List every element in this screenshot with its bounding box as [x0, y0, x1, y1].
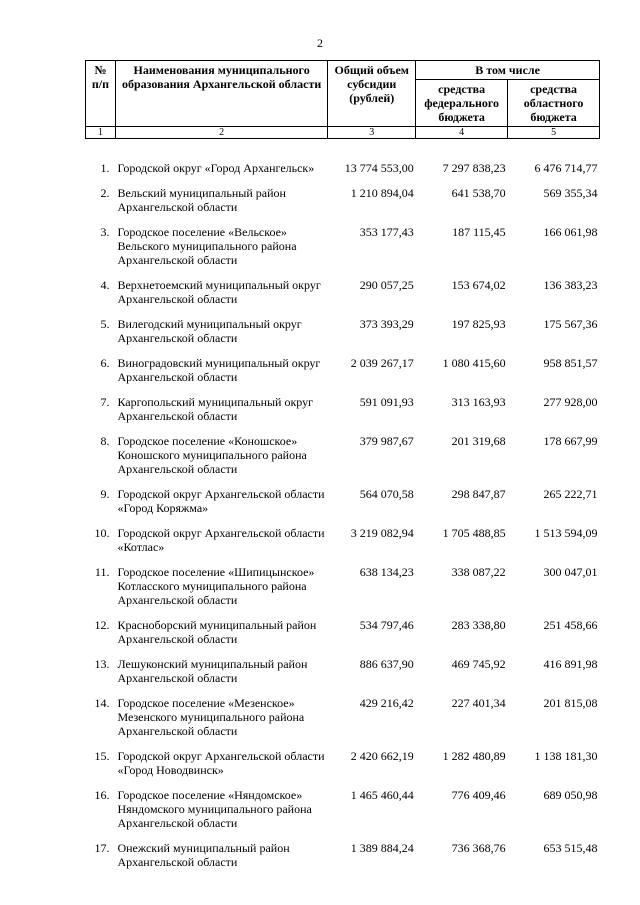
row-number: 16.: [94, 788, 110, 802]
total-subsidy: 379 987,67: [359, 434, 414, 448]
row-number: 5.: [100, 317, 110, 331]
row-number: 8.: [100, 434, 110, 448]
header-regional: средства областного бюджета: [508, 80, 600, 127]
regional-funds: 416 891,98: [543, 657, 598, 671]
regional-funds: 569 355,34: [543, 186, 598, 200]
total-subsidy: 1 210 894,04: [350, 186, 414, 200]
table-row: [86, 356, 600, 395]
municipality-name: Городской округ Архангельской области «Котлас»: [117, 526, 325, 554]
federal-funds: 227 401,34: [451, 696, 506, 710]
total-subsidy: 2 420 662,19: [350, 749, 414, 763]
table-row: [86, 841, 600, 880]
table-row: [86, 139, 600, 187]
federal-funds: 298 847,87: [451, 487, 506, 501]
municipality-name: Верхнетоемский муниципальный округ Архангельской области: [117, 278, 321, 306]
regional-funds: 300 047,01: [543, 565, 598, 579]
municipality-name: Онежский муниципальный район Архангельской области: [117, 841, 290, 869]
regional-funds: 653 515,48: [543, 841, 598, 855]
row-number: 1.: [100, 161, 110, 175]
regional-funds: 689 050,98: [543, 788, 598, 802]
table-row: [86, 696, 600, 749]
municipality-name: Городское поселение «Шипицынское» Котласского муниципального района Архангельской области: [117, 565, 315, 607]
column-index: 1: [86, 127, 116, 139]
regional-funds: 958 851,57: [543, 356, 598, 370]
table-row: [86, 225, 600, 278]
municipality-name: Городское поселение «Мезенское» Мезенского муниципального района Архангельской области: [117, 696, 305, 738]
row-number: 7.: [100, 395, 110, 409]
total-subsidy: 2 039 267,17: [350, 356, 414, 370]
table-row: [86, 788, 600, 841]
table-row: [86, 186, 600, 225]
table-row: [86, 618, 600, 657]
row-number: 4.: [100, 278, 110, 292]
table-row: [86, 565, 600, 618]
regional-funds: 277 928,00: [543, 395, 598, 409]
municipality-name: Виноградовский муниципальный округ Архангельской области: [117, 356, 321, 384]
subsidy-table: [85, 60, 600, 880]
row-number: 14.: [94, 696, 110, 710]
header-number: № п/п: [86, 61, 116, 127]
total-subsidy: 373 393,29: [359, 317, 414, 331]
federal-funds: 313 163,93: [451, 395, 506, 409]
regional-funds: 201 815,08: [543, 696, 598, 710]
municipality-name: Городское поселение «Коношское» Коношского муниципального района Архангельской области: [117, 434, 307, 476]
municipality-name: Вилегодский муниципальный округ Архангельской области: [117, 317, 302, 345]
total-subsidy: 534 797,46: [359, 618, 414, 632]
header-total: Общий объем субсидии (рублей): [328, 61, 416, 127]
regional-funds: 175 567,36: [543, 317, 598, 331]
federal-funds: 1 705 488,85: [442, 526, 506, 540]
municipality-name: Вельский муниципальный район Архангельской области: [117, 186, 286, 214]
federal-funds: 736 368,76: [451, 841, 506, 855]
row-number: 12.: [94, 618, 110, 632]
total-subsidy: 564 070,58: [359, 487, 414, 501]
federal-funds: 187 115,45: [452, 225, 506, 239]
federal-funds: 469 745,92: [451, 657, 506, 671]
total-subsidy: 638 134,23: [359, 565, 414, 579]
column-index: 3: [328, 127, 416, 139]
federal-funds: 1 080 415,60: [442, 356, 506, 370]
header-federal: средства федерального бюджета: [416, 80, 508, 127]
total-subsidy: 429 216,42: [359, 696, 414, 710]
total-subsidy: 353 177,43: [359, 225, 414, 239]
municipality-name: Городской округ Архангельской области «Город Новодвинск»: [117, 749, 325, 777]
federal-funds: 201 319,68: [451, 434, 506, 448]
regional-funds: 178 667,99: [543, 434, 598, 448]
federal-funds: 153 674,02: [451, 278, 506, 292]
table-row: [86, 395, 600, 434]
table-row: [86, 749, 600, 788]
row-number: 11.: [94, 565, 110, 579]
federal-funds: 776 409,46: [451, 788, 506, 802]
column-index: 2: [115, 127, 327, 139]
header-including: В том числе: [416, 61, 600, 80]
federal-funds: 7 297 838,23: [442, 161, 506, 175]
row-number: 3.: [100, 225, 110, 239]
table-row: [86, 657, 600, 696]
header-name: Наименования муниципального образования Архангельской области: [115, 61, 327, 127]
municipality-name: Красноборский муниципальный район Архангельской области: [117, 618, 317, 646]
table-row: [86, 317, 600, 356]
municipality-name: Лешуконский муниципальный район Архангельской области: [117, 657, 308, 685]
total-subsidy: 1 389 884,24: [350, 841, 414, 855]
column-index: 4: [416, 127, 508, 139]
federal-funds: 338 087,22: [451, 565, 506, 579]
federal-funds: 197 825,93: [451, 317, 506, 331]
federal-funds: 1 282 480,89: [442, 749, 506, 763]
page-number: 2: [317, 36, 323, 50]
total-subsidy: 1 465 460,44: [350, 788, 414, 802]
total-subsidy: 290 057,25: [359, 278, 414, 292]
row-number: 10.: [94, 526, 110, 540]
table-row: [86, 487, 600, 526]
total-subsidy: 591 091,93: [359, 395, 414, 409]
regional-funds: 1 138 181,30: [534, 749, 598, 763]
row-number: 2.: [100, 186, 110, 200]
row-number: 6.: [100, 356, 110, 370]
municipality-name: Городской округ «Город Архангельск»: [117, 161, 315, 175]
table-row: [86, 526, 600, 565]
municipality-name: Городское поселение «Вельское» Вельского муниципального района Архангельской области: [117, 225, 297, 267]
table-body: [86, 139, 600, 881]
row-number: 9.: [100, 487, 110, 501]
regional-funds: 1 513 594,09: [534, 526, 598, 540]
municipality-name: Городской округ Архангельской области «Город Коряжма»: [117, 487, 325, 515]
regional-funds: 265 222,71: [543, 487, 598, 501]
total-subsidy: 13 774 553,00: [344, 161, 414, 175]
regional-funds: 6 476 714,77: [534, 161, 598, 175]
total-subsidy: 3 219 082,94: [350, 526, 414, 540]
regional-funds: 251 458,66: [543, 618, 598, 632]
table-row: [86, 278, 600, 317]
row-number: 15.: [94, 749, 110, 763]
regional-funds: 166 061,98: [543, 225, 598, 239]
total-subsidy: 886 637,90: [359, 657, 414, 671]
column-index: 5: [508, 127, 600, 139]
row-number: 13.: [94, 657, 110, 671]
municipality-name: Каргопольский муниципальный округ Архангельской области: [117, 395, 314, 423]
municipality-name: Городское поселение «Няндомское» Няндомского муниципального района Архангельской области: [117, 788, 312, 830]
row-number: 17.: [94, 841, 110, 855]
regional-funds: 136 383,23: [543, 278, 598, 292]
federal-funds: 641 538,70: [451, 186, 506, 200]
federal-funds: 283 338,80: [451, 618, 506, 632]
table-row: [86, 434, 600, 487]
